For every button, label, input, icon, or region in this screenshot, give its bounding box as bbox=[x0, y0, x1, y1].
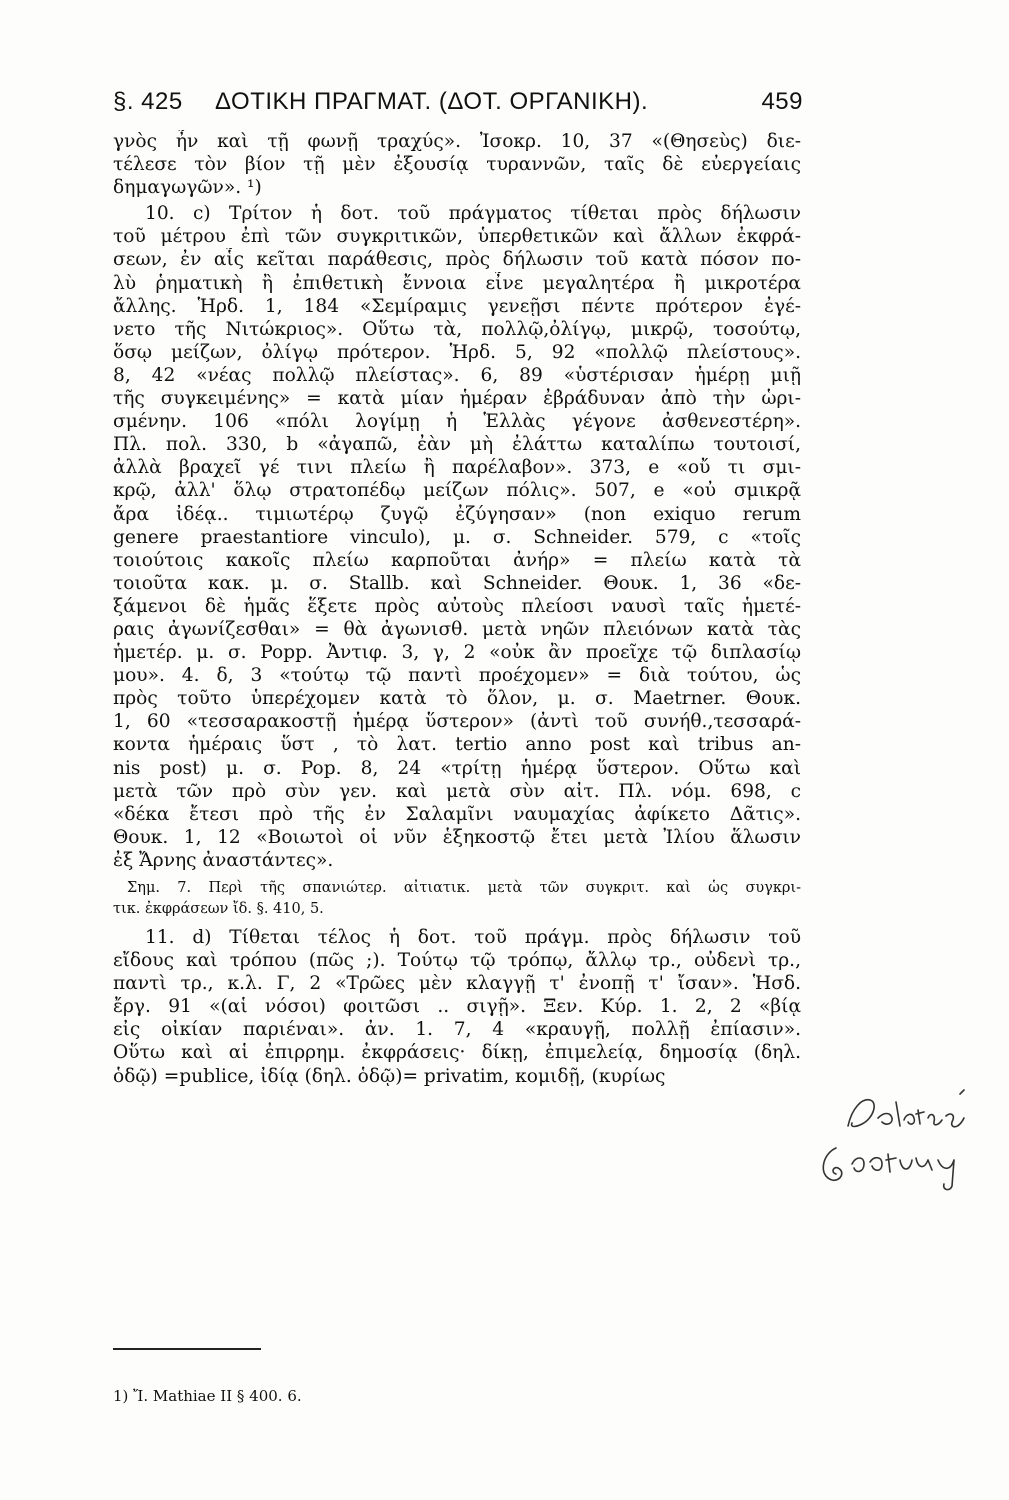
handwritten-marginal-note bbox=[800, 1068, 1005, 1198]
paragraph bbox=[113, 926, 801, 1088]
note-line: Σημ. 7. Περὶ τῆς σπανιώτερ. αἰτιατικ. μετὰ τῶν συγκριτ. καὶ ὡς συγκρι- bbox=[127, 880, 801, 896]
remark-note bbox=[113, 878, 801, 920]
text-line: νετο τῆς Νιτώκριος». Οὕτω τὰ, πολλῷ,ὀλίγῳ, μικρῷ, τοσούτῳ, bbox=[113, 318, 801, 340]
text-line: ἔργ. 91 «(αἱ νόσοι) φοιτῶσι .. σιγῇ». Ξεν. Κύρ. 1. 2, 2 «βίᾳ bbox=[113, 996, 801, 1018]
text-line: ραις ἀγωνίζεσθαι» = θὰ ἀγωνισθ. μετὰ νηῶν πλειόνων κατὰ τὰς bbox=[113, 618, 801, 640]
text-line: μετὰ τῶν πρὸ σὺν γεν. καὶ μετὰ σὺν αἰτ. Πλ. νόμ. 698, c bbox=[113, 780, 801, 802]
note-line: τικ. ἐκφράσεων ἴδ. §. 410, 5. bbox=[113, 901, 324, 917]
text-line: δημαγωγῶν». ¹) bbox=[113, 177, 262, 199]
text-line: κοντα ἡμέραις ὕστ , τὸ λατ. tertio anno post καὶ tribus an- bbox=[113, 734, 801, 756]
text-line: μου». 4. δ, 3 «τούτῳ τῷ παντὶ προέχομεν» = διὰ τούτου, ὡς bbox=[113, 665, 801, 687]
text-line: ἄλλης. Ἡρδ. 1, 184 «Σεμίραμις γενεῇσι πέντε πρότερον ἐγέ- bbox=[113, 295, 801, 317]
text-line: παντὶ τρ., κ.λ. Γ, 2 «Τρῶες μὲν κλαγγῇ τ' ἐνοπῇ τ' ἴσαν». Ἡσδ. bbox=[113, 973, 801, 995]
text-line: «δέκα ἔτεσι πρὸ τῆς ἐν Σαλαμῖνι ναυμαχίας ἀφίκετο Δᾶτις». bbox=[113, 803, 801, 825]
text-line: ἀλλὰ βραχεῖ γέ τινι πλείω ἢ παρέλαβον». 373, e «οὔ τι σμι- bbox=[113, 457, 801, 479]
footnote-divider bbox=[113, 1348, 261, 1350]
text-line: τῆς συγκειμένης» = κατὰ μίαν ἡμέραν ἐβράδυναν ἀπὸ τὴν ὡρι- bbox=[113, 388, 801, 410]
text-line: Πλ. πολ. 330, b «ἀγαπῶ, ἐὰν μὴ ἐλάττω καταλίπω τουτοισί, bbox=[113, 434, 801, 456]
text-line: εἴδους καὶ τρόπου (πῶς ;). Τούτῳ τῷ τρόπῳ, ἄλλῳ τρ., οὐδενὶ τρ., bbox=[113, 950, 801, 972]
body-text bbox=[113, 130, 801, 1088]
text-line: ὁδῷ) =publice, ἰδίᾳ (δηλ. ὁδῷ)= privatim, κομιδῇ, (κυρίως bbox=[113, 1065, 666, 1087]
text-line: τοιούτοις κακοῖς πλείω καρποῦται ἀνήρ» = πλείω κατὰ τὰ bbox=[113, 549, 801, 571]
text-line: πρὸς τοῦτο ὑπερέχομεν κατὰ τὸ ὅλον, μ. σ. Maetrner. Θουκ. bbox=[113, 688, 801, 710]
text-line: Οὕτω καὶ αἱ ἐπιρρημ. ἐκφράσεις· δίκῃ, ἐπιμελείᾳ, δημοσίᾳ (δηλ. bbox=[113, 1042, 801, 1064]
text-line: nis post) μ. σ. Pop. 8, 24 «τρίτῃ ἡμέρᾳ ὕστερον. Οὕτω καὶ bbox=[113, 757, 801, 779]
page-number: 459 bbox=[761, 88, 803, 115]
section-number: §. 425 bbox=[113, 88, 183, 115]
text-line: σεων, ἐν αἷς κεῖται παράθεσις, πρὸς δήλωσιν τοῦ κατὰ πόσον πο- bbox=[113, 249, 801, 271]
text-line: ἄρα ἰδέᾳ.. τιμιωτέρῳ ζυγῷ ἐζύγησαν» (non exiquo rerum bbox=[113, 503, 801, 525]
text-line: σμένην. 106 «πόλι λογίμῃ ἡ Ἑλλὰς γέγονε ἀσθενεστέρη». bbox=[113, 411, 801, 433]
text-line: τοῦ μέτρου ἐπὶ τῶν συγκριτικῶν, ὑπερθετικῶν καὶ ἄλλων ἐκφρά- bbox=[113, 226, 801, 248]
paragraph bbox=[113, 202, 801, 872]
text-line: genere praestantiore vinculo), μ. σ. Schneider. 579, c «τοῖς bbox=[113, 526, 801, 548]
paragraph bbox=[113, 130, 801, 199]
text-line: λὺ ῥηματικὴ ἢ ἐπιθετικὴ ἔννοια εἶνε μεγαλητέρα ἢ μικροτέρα bbox=[113, 272, 801, 294]
text-line: ὅσῳ μείζων, ὀλίγῳ πρότερον. Ἡρδ. 5, 92 «πολλῷ πλείστους». bbox=[113, 341, 801, 363]
running-header bbox=[113, 88, 803, 124]
text-line: Θουκ. 1, 12 «Βοιωτοὶ οἱ νῦν ἑξηκοστῷ ἔτει μετὰ Ἰλίου ἅλωσιν bbox=[113, 826, 801, 848]
text-line: ξάμενοι δὲ ἡμᾶς ἕξετε πρὸς αὐτοὺς πλείοσι ναυσὶ ταῖς ἡμετέ- bbox=[113, 595, 801, 617]
text-line: ἐξ Ἄρνης ἀναστάντες». bbox=[113, 849, 334, 871]
running-title: ΔΟΤΙΚΗ ΠΡΑΓΜΑΤ. (ΔΟΤ. ΟΡΓΑΝΙΚΗ). bbox=[215, 88, 649, 115]
text-line: 8, 42 «νέας πολλῷ πλείστας». 6, 89 «ὑστέρισαν ἡμέρῃ μιῇ bbox=[113, 364, 801, 386]
text-line: 10. c) Τρίτον ἡ δοτ. τοῦ πράγματος τίθεται πρὸς δήλωσιν bbox=[145, 203, 801, 225]
text-line: γνὸς ἦν καὶ τῇ φωνῇ τραχύς». Ἰσοκρ. 10, 37 «(Θησεὺς) διε- bbox=[113, 131, 801, 152]
text-line: ἡμετέρ. μ. σ. Popp. Ἀντιφ. 3, γ, 2 «οὐκ ἂν προεῖχε τῷ διπλασίῳ bbox=[113, 642, 801, 664]
text-line: τέλεσε τὸν βίον τῇ μὲν ἐξουσίᾳ τυραννῶν, ταῖς δὲ εὐεργείαις bbox=[113, 154, 801, 176]
text-line: 1, 60 «τεσσαρακοστῇ ἡμέρᾳ ὕστερον» (ἀντὶ τοῦ συνήθ.,τεσσαρά- bbox=[113, 711, 801, 733]
footnote: 1) Ἴ. Mathiae II § 400. 6. bbox=[113, 1387, 302, 1405]
text-line: 11. d) Τίθεται τέλος ἡ δοτ. τοῦ πράγμ. πρὸς δήλωσιν τοῦ bbox=[145, 927, 801, 948]
handwriting-glyph bbox=[800, 1068, 1005, 1198]
text-line: τοιοῦτα κακ. μ. σ. Stallb. καὶ Schneider. Θουκ. 1, 36 «δε- bbox=[113, 572, 801, 594]
text-line: εἰς οἰκίαν παριέναι». ἀν. 1. 7, 4 «κραυγῇ, πολλῇ ἐπίασιν». bbox=[113, 1019, 801, 1041]
text-line: κρῷ, ἀλλ' ὅλῳ στρατοπέδῳ μείζων πόλις». 507, e «οὐ σμικρᾷ bbox=[113, 480, 801, 502]
